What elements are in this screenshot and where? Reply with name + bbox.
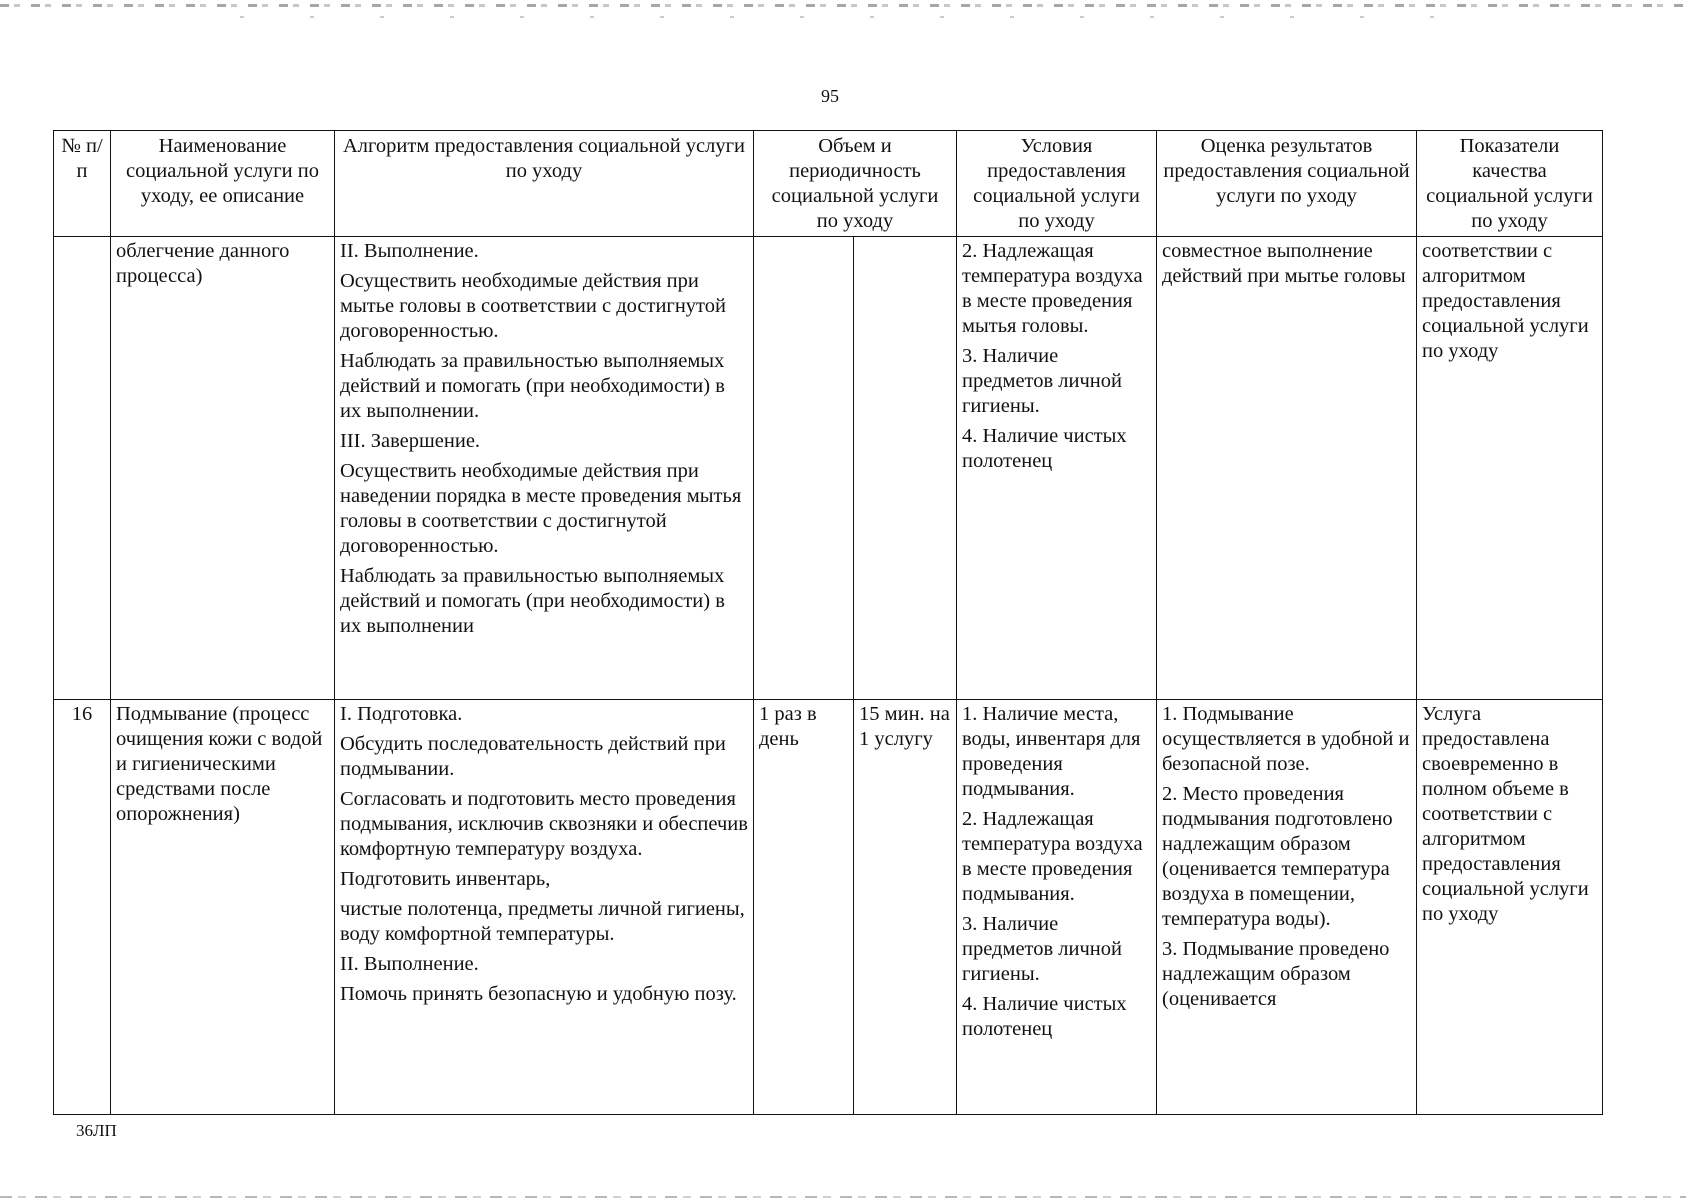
cell-algorithm	[335, 700, 754, 1115]
algorithm-step: Согласовать и подготовить место проведения подмывания, исключив сквозняки и обеспечив комфортную температуру воздуха.	[340, 788, 748, 860]
condition-item: 4. Наличие чистых полотенец	[962, 993, 1127, 1040]
cell-quality: соответствии с алгоритмом предоставления социальной услуги по уходу	[1417, 237, 1603, 700]
header-num: № п/п	[54, 131, 111, 237]
header-name: Наименование социальной услуги по уходу, ее описание	[111, 131, 335, 237]
cell-quality: Услуга предоставлена своевременно в полном объеме в соответствии с алгоритмом предоставления социальной услуги по уходу	[1417, 700, 1603, 1115]
algorithm-step: Наблюдать за правильностью выполняемых действий и помогать (при необходимости) в их выполнении	[340, 565, 725, 637]
evaluation-item: 1. Подмывание осуществляется в удобной и безопасной позе.	[1162, 703, 1410, 775]
algorithm-step: I. Подготовка.	[340, 703, 463, 725]
table-header-row	[54, 131, 1603, 237]
algorithm-step: II. Выполнение.	[340, 953, 479, 975]
condition-item: 3. Наличие предметов личной гигиены.	[962, 345, 1122, 417]
cell-evaluation	[1157, 237, 1417, 700]
cell-duration	[854, 237, 957, 700]
scan-noise-top	[240, 16, 1440, 18]
footer-code: 36ЛП	[76, 1121, 117, 1140]
condition-item: 3. Наличие предметов личной гигиены.	[962, 913, 1122, 985]
cell-periodicity	[754, 237, 854, 700]
cell-num: 16	[54, 700, 111, 1115]
algorithm-step: II. Выполнение.	[340, 240, 479, 262]
algorithm-step: Помочь принять безопасную и удобную позу.	[340, 983, 737, 1005]
algorithm-step: III. Завершение.	[340, 430, 481, 452]
evaluation-item: совместное выполнение действий при мытье головы	[1162, 240, 1406, 287]
cell-name: Подмывание (процесс очищения кожи с водой и гигиеническими средствами после опорожнения)	[111, 700, 335, 1115]
header-algorithm: Алгоритм предоставления социальной услуги по уходу	[335, 131, 754, 237]
algorithm-step: Наблюдать за правильностью выполняемых действий и помогать (при необходимости) в их выполнении.	[340, 350, 725, 422]
algorithm-step: Обсудить последовательность действий при подмывании.	[340, 733, 726, 780]
algorithm-step: Осуществить необходимые действия при наведении порядка в месте проведения мытья головы в соответствии с достигнутой договоренностью.	[340, 460, 742, 557]
cell-periodicity: 1 раз в день	[754, 700, 854, 1115]
condition-item: 2. Надлежащая температура воздуха в месте проведения подмывания.	[962, 808, 1143, 905]
cell-conditions	[957, 237, 1157, 700]
algorithm-step: чистые полотенца, предметы личной гигиены, воду комфортной температуры.	[340, 898, 745, 945]
condition-item: 2. Надлежащая температура воздуха в месте проведения мытья головы.	[962, 240, 1143, 337]
cell-algorithm	[335, 237, 754, 700]
services-table	[53, 130, 1603, 1115]
cell-evaluation	[1157, 700, 1417, 1115]
cell-name: облегчение данного процесса)	[111, 237, 335, 700]
page-number: 95	[821, 86, 839, 106]
algorithm-step: Подготовить инвентарь,	[340, 868, 551, 890]
header-quality: Показатели качества социальной услуги по уходу	[1417, 131, 1603, 237]
evaluation-item: 3. Подмывание проведено надлежащим образом (оценивается	[1162, 938, 1390, 1010]
algorithm-step: Осуществить необходимые действия при мытье головы в соответствии с достигнутой договоренностью.	[340, 270, 726, 342]
scan-edge-bottom	[0, 1196, 1686, 1198]
table-row	[54, 237, 1603, 700]
header-evaluation: Оценка результатов предоставления социальной услуги по уходу	[1157, 131, 1417, 237]
table-row	[54, 700, 1603, 1115]
cell-num	[54, 237, 111, 700]
scan-edge-top	[0, 4, 1686, 7]
header-volume: Объем и периодичность социальной услуги по уходу	[754, 131, 957, 237]
condition-item: 4. Наличие чистых полотенец	[962, 425, 1127, 472]
evaluation-item: 2. Место проведения подмывания подготовлено надлежащим образом (оценивается температура воздуха в помещении, температура воды).	[1162, 783, 1393, 930]
cell-conditions	[957, 700, 1157, 1115]
header-conditions: Условия предоставления социальной услуги по уходу	[957, 131, 1157, 237]
condition-item: 1. Наличие места, воды, инвентаря для проведения подмывания.	[962, 703, 1141, 800]
cell-duration: 15 мин. на 1 услугу	[854, 700, 957, 1115]
